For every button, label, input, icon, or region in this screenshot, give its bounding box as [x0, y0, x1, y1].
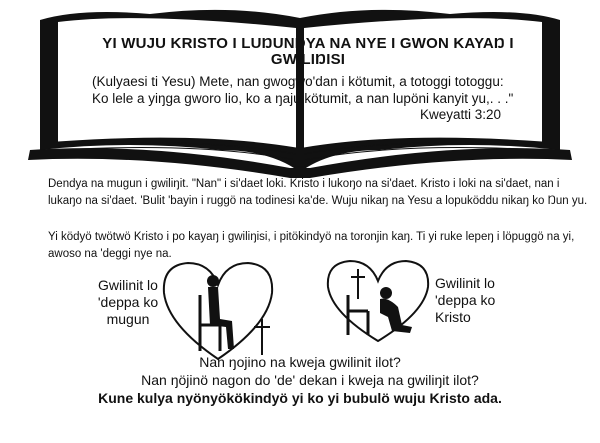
paragraph-2: Yi ködyö twötwö Kristo i po kayaŋ i gwiliŋisi, i pitökindyö na toronjin kaŋ. Ti yi ruke lepeŋ i löpuggö na yi, awoso na 'deggi nye na.	[48, 231, 575, 260]
book-verse: (Kulyaesi ti Yesu) Mete, nan gwogwo'dan i kötumit, a totoggi totoggu: Ko lele a yiŋga gworo lio, ko a ŋaju kötumit, a nan lupöni kanyit yu,. . ."	[92, 74, 514, 106]
question-1: Nan ŋojino na kweja gwilinit ilot?	[199, 354, 401, 370]
question-2: Nan ŋöjinö nagon do 'de' dekan i kweja na gwiliŋit ilot?	[141, 372, 479, 388]
heart-outline	[328, 261, 428, 341]
heart-christ-on-throne-icon	[322, 255, 434, 345]
label-self-controlled-heart: Gwilinit lo 'deppa ko mugun	[97, 277, 159, 327]
paragraph-1: Dendya na mugun i gwiliŋit. "Nan" i si'daet loki. Kristo i lukoŋo na si'daet. Kristo i loki na si'daet, nan i lukaŋo na si'daet. 'Bulit 'bayin i ruggö na todinesi ka'de. Wuju nikaŋ na Yesu a lopuköddu nikaŋ ko Ŋun yu.	[48, 178, 588, 207]
heart-self-on-throne-icon	[158, 255, 278, 365]
book-reference: Kweyatti 3:20	[420, 107, 502, 122]
book-title: YI WUJU KRISTO I LUŊUNDYA NA NYE I GWON KAYAŊ I GWILIŊISI	[102, 35, 514, 68]
label-christ-controlled-heart: Gwilinit lo 'deppa ko Kristo	[435, 275, 496, 325]
question-3: Kune kulya nyönyökökindyö yi ko yi bubulö wuju Kristo ada.	[98, 390, 502, 406]
